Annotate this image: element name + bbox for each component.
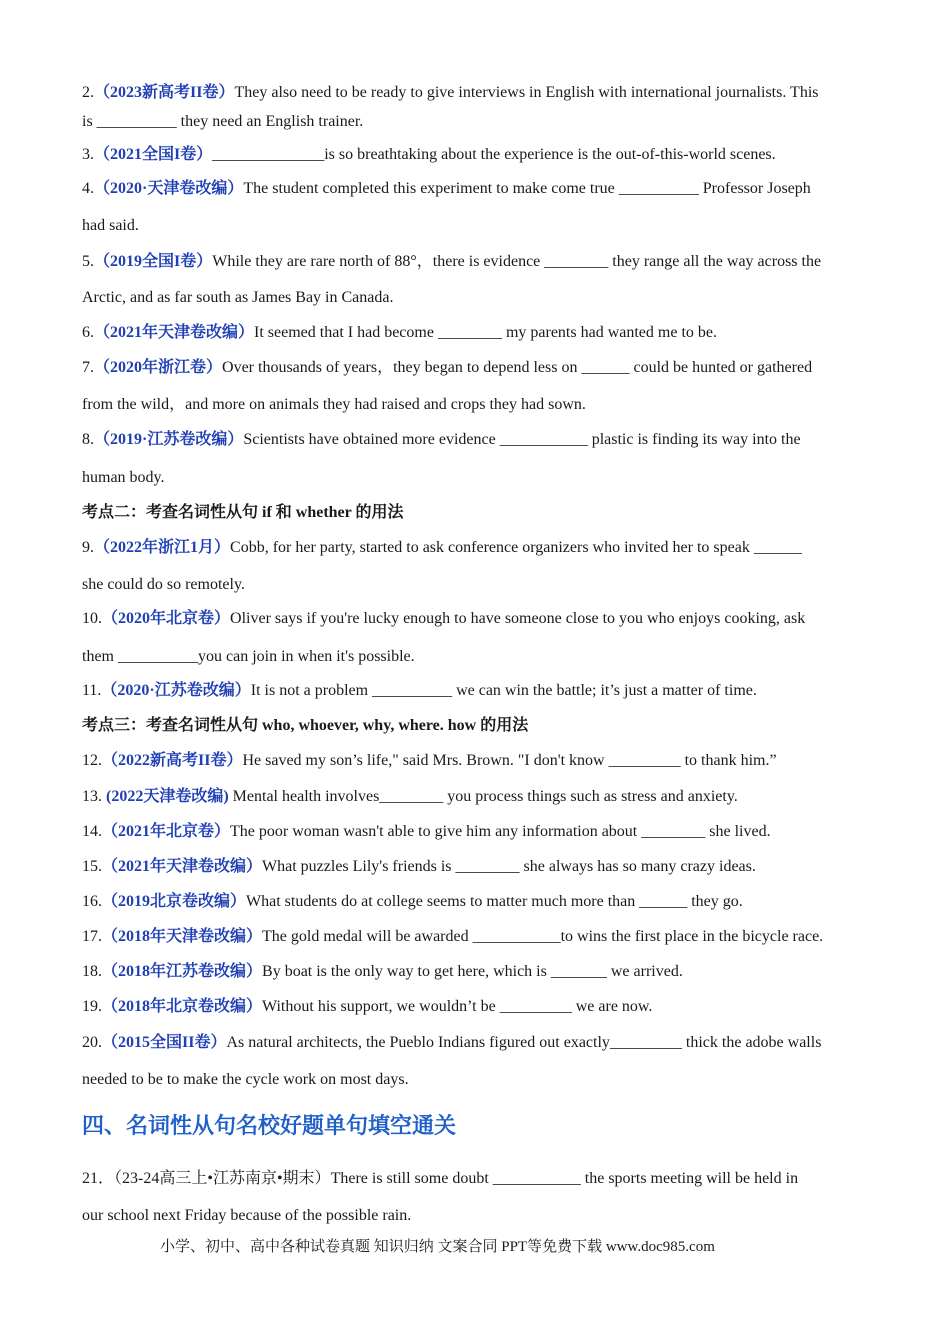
question-number: 3. [82,146,94,163]
question-text: They also need to be ready to give interviews in English with international journalists. This [234,84,819,101]
question-15 [82,857,756,877]
question-text: Scientists have obtained more evidence ___________ plastic is finding its way into the [243,431,801,448]
question-number: 18. [82,963,102,980]
question-number: 9. [82,539,94,556]
question-text: He saved my son’s life," said Mrs. Brown. "I don't know _________ to thank him.” [242,752,777,769]
question-11 [82,681,757,701]
question-text: Oliver says if you're lucky enough to have someone close to you who enjoys cooking, ask [230,610,806,627]
question-19 [82,997,652,1017]
question-number: 11. [82,682,102,699]
question-14 [82,822,771,842]
section-title-4: 四、名词性从句名校好题单句填空通关 [82,1114,457,1139]
question-number: 15. [82,858,102,875]
question-8 [82,430,801,450]
question-source: （2021年天津卷改编） [102,858,263,875]
question-number: 20. [82,1034,102,1051]
question-text: Mental health involves________ you process things such as stress and anxiety. [232,788,738,805]
question-text: Over thousands of years，they began to depend less on ______ could be hunted or gathered [222,359,813,376]
question-12 [82,751,777,771]
question-number: 12. [82,752,102,769]
question-source: （2021年天津卷改编） [94,324,255,341]
question-source: （2018年北京卷改编） [102,998,263,1015]
question-source: （2020·江苏卷改编） [101,682,251,699]
question-source: （2019全国I卷） [94,253,213,270]
question-source: （2020年浙江卷） [94,359,223,376]
question-number: 10. [82,610,102,627]
question-source: （2019·江苏卷改编） [94,431,244,448]
question-text: The gold medal will be awarded ___________to wins the first place in the bicycle race. [262,928,824,945]
question-source: （2022年浙江1月） [94,539,231,556]
question-5 [82,252,821,272]
question-source: （2021年北京卷） [102,823,231,840]
question-5-cont: Arctic, and as far south as James Bay in Canada. [82,289,394,306]
question-source: （2018年天津卷改编） [102,928,263,945]
question-text: What puzzles Lily's friends is ________ she always has so many crazy ideas. [262,858,756,875]
question-17 [82,927,823,947]
question-2-cont: is __________ they need an English trainer. [82,113,364,130]
question-text: Cobb, for her party, started to ask conference organizers who invited her to speak ______ [230,539,802,556]
question-text: Without his support, we wouldn’t be _________ we are now. [262,998,653,1015]
question-number: 19. [82,998,102,1015]
question-text: The student completed this experiment to make come true __________ Professor Joseph [243,180,811,197]
question-4 [82,179,811,199]
page-footer: 小学、初中、高中各种试卷真题 知识归纳 文案合同 PPT等免费下载 www.doc985.com [160,1239,715,1255]
question-number: 13. [82,788,102,805]
question-6 [82,323,717,343]
question-text: ______________is so breathtaking about the experience is the out-of-this-world scenes. [212,146,776,163]
question-number: 5. [82,253,94,270]
question-source: （2015全国II卷） [102,1034,227,1051]
question-source: (2022天津卷改编) [106,788,229,805]
question-text: While they are rare north of 88°，there is evidence ________ they range all the way across the [212,253,822,270]
question-number: 14. [82,823,102,840]
question-3 [82,145,776,165]
question-13 [82,787,738,807]
question-21-cont: our school next Friday because of the possible rain. [82,1207,412,1224]
question-7-cont: from the wild，and more on animals they had raised and crops they had sown. [82,396,586,413]
question-source: （2019北京卷改编） [102,893,247,910]
question-source: （2022新高考II卷） [102,752,243,769]
question-number: 6. [82,324,94,341]
question-16 [82,892,743,912]
question-text: It seemed that I had become ________ my parents had wanted me to be. [254,324,717,341]
question-21 [82,1169,798,1189]
question-source: （2018年江苏卷改编） [102,963,263,980]
section-heading-3: 考点三：考查名词性从句 who, whoever, why, where. how 的用法 [82,717,529,734]
question-7 [82,358,812,378]
question-text: It is not a problem __________ we can win the battle; it’s just a matter of time. [250,682,757,699]
question-8-cont: human body. [82,469,165,486]
question-source: （2020·天津卷改编） [94,180,244,197]
question-number: 21． [82,1170,115,1187]
question-source: （23-24高三上•江苏南京•期末） [114,1170,331,1187]
question-18 [82,962,683,982]
question-9-cont: she could do so remotely. [82,576,245,593]
question-4-cont: had said. [82,217,139,234]
question-source: （2021全国I卷） [94,146,213,163]
question-source: （2020年北京卷） [102,610,231,627]
question-text: What students do at college seems to matter much more than ______ they go. [246,893,743,910]
question-number: 8. [82,431,94,448]
question-10-cont: them __________you can join in when it's possible. [82,648,415,665]
question-text: As natural architects, the Pueblo Indians figured out exactly_________ thick the adobe walls [226,1034,822,1051]
question-source: （2023新高考II卷） [94,84,235,101]
section-heading-2: 考点二：考查名词性从句 if 和 whether 的用法 [82,504,404,521]
question-9 [82,538,802,558]
question-number: 17. [82,928,102,945]
question-text: The poor woman wasn't able to give him any information about ________ she lived. [230,823,771,840]
question-10 [82,609,805,629]
question-2 [82,83,819,103]
question-20-cont: needed to be to make the cycle work on most days. [82,1071,409,1088]
question-20 [82,1033,821,1053]
question-number: 7. [82,359,94,376]
question-text: By boat is the only way to get here, which is _______ we arrived. [262,963,683,980]
question-text: There is still some doubt ___________ the sports meeting will be held in [330,1170,799,1187]
question-number: 16. [82,893,102,910]
question-number: 4. [82,180,94,197]
question-number: 2. [82,84,94,101]
